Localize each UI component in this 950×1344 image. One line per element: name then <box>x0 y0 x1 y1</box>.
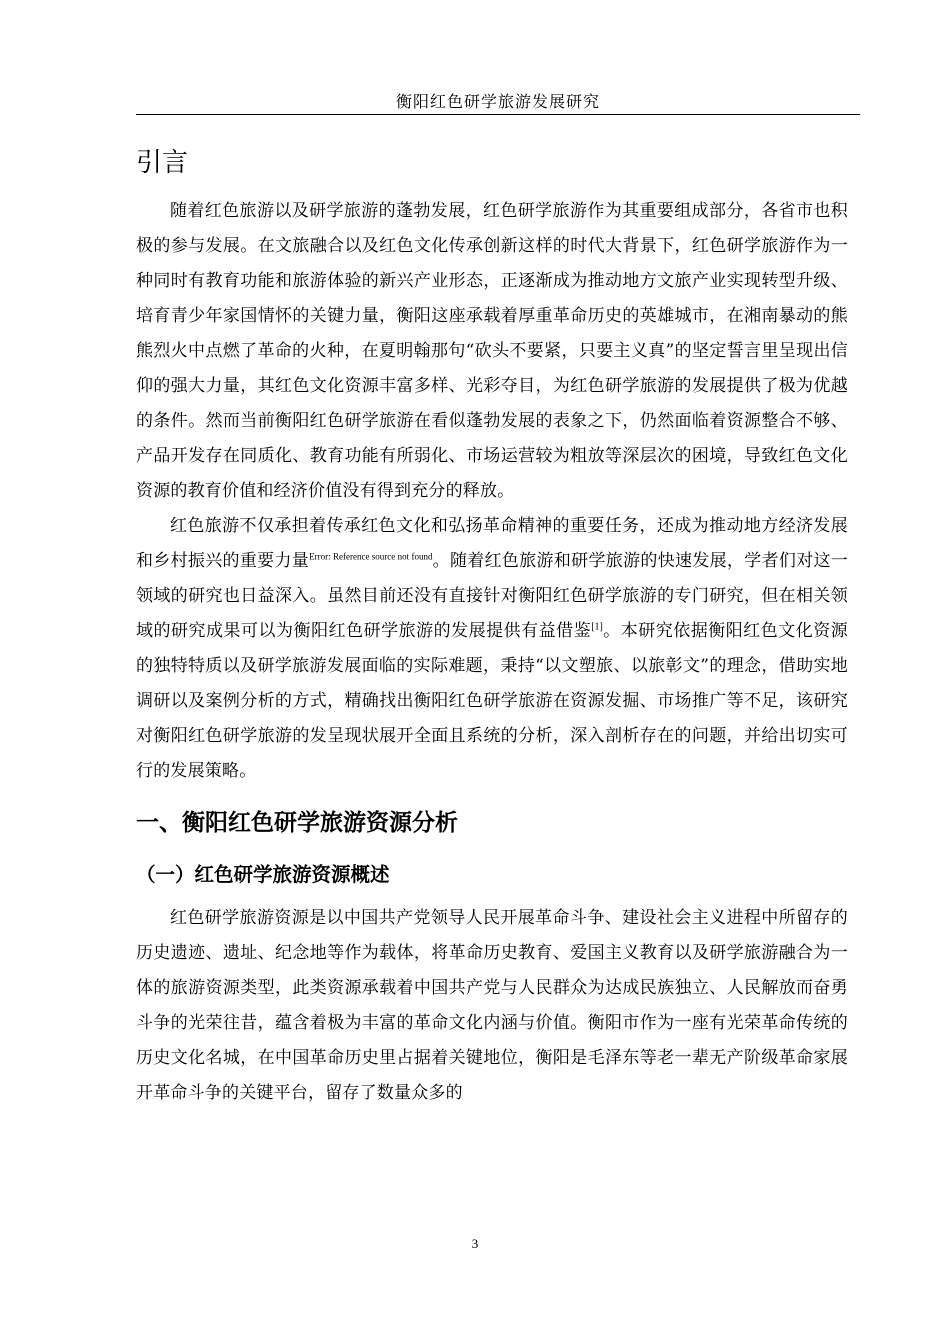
running-header: 衡阳红色研学旅游发展研究 <box>395 92 600 111</box>
intro-paragraph-2-text-b: 。随着红色旅游和研学旅游的快速发展，学者们对这一领域的研究也日益深入。虽然目前还没有直接针对衡阳红色研学旅游的专门研究，但在相关领域的研究成果可以为衡阳红色研学旅游的发展提供有益借鉴 <box>136 551 849 641</box>
intro-paragraph-1: 随着红色旅游以及研学旅游的蓬勃发展，红色研学旅游作为其重要组成部分，各省市也积极的参与发展。在文旅融合以及红色文化传承创新这样的时代大背景下，红色研学旅游作为一种同时有教育功能和旅游体验的新兴产业形态，正逐渐成为推动地方文旅产业实现转型升级、培育青少年家国情怀的关键力量，衡阳这座承载着厚重革命历史的英雄城市，在湘南暴动的熊熊烈火中点燃了革命的火种，在夏明翰那句“砍头不要紧，只要主义真”的坚定誓言里呈现出信仰的强大力量，其红色文化资源丰富多样、光彩夺目，为红色研学旅游的发展提供了极为优越的条件。然而当前衡阳红色研学旅游在看似蓬勃发展的表象之下，仍然面临着资源整合不够、产品开发存在同质化、教育功能有所弱化、市场运营较为粗放等深层次的困境，导致红色文化资源的教育价值和经济价值没有得到充分的释放。 <box>136 201 848 501</box>
intro-heading: 引言 <box>136 148 189 178</box>
intro-paragraph-2 <box>136 509 848 789</box>
page-content <box>136 140 848 1111</box>
intro-paragraph-2-text-c: 。本研究依据衡阳红色文化资源的独特特质以及研学旅游发展面临的实际难题，秉持“以文塑旅、以旅彰文”的理念，借助实地调研以及案例分析的方式，精确找出衡阳红色研学旅游在资源发掘、市场推广等不足，该研究对衡阳红色研学旅游的发呈现状展开全面且系统的分析，深入剖析存在的问题，并给出切实可行的发展策略。 <box>136 621 848 781</box>
citation-marker: [1] <box>591 621 603 633</box>
header-rule <box>136 114 860 115</box>
intro-paragraph-2-text-a: 红色旅游不仅承担着传承红色文化和弘扬革命精神的重要任务，还成为推动地方经济发展和乡村振兴的重要力量 <box>136 516 848 571</box>
section-1-heading: 一、衡阳红色研学旅游资源分析 <box>136 810 458 836</box>
subsection-1-paragraph-1: 红色研学旅游资源是以中国共产党领导人民开展革命斗争、建设社会主义进程中所留存的历史遗迹、遗址、纪念地等作为载体，将革命历史教育、爱国主义教育以及研学旅游融合为一体的旅游资源类型，此类资源承载着中国共产党与人民群众为达成民族独立、人民解放而奋勇斗争的光荣往昔，蕴含着极为丰富的革命文化内涵与价值。衡阳市作为一座有光荣革命传统的历史文化名城，在中国革命历史里占据着关键地位，衡阳是毛泽东等老一辈无产阶级革命家展开革命斗争的关键平台，留存了数量众多的 <box>136 908 848 1103</box>
subsection-1-heading: （一）红色研学旅游资源概述 <box>136 863 390 886</box>
page-number: 3 <box>471 1236 479 1251</box>
reference-error-marker: Error: Reference source not found <box>309 551 433 562</box>
